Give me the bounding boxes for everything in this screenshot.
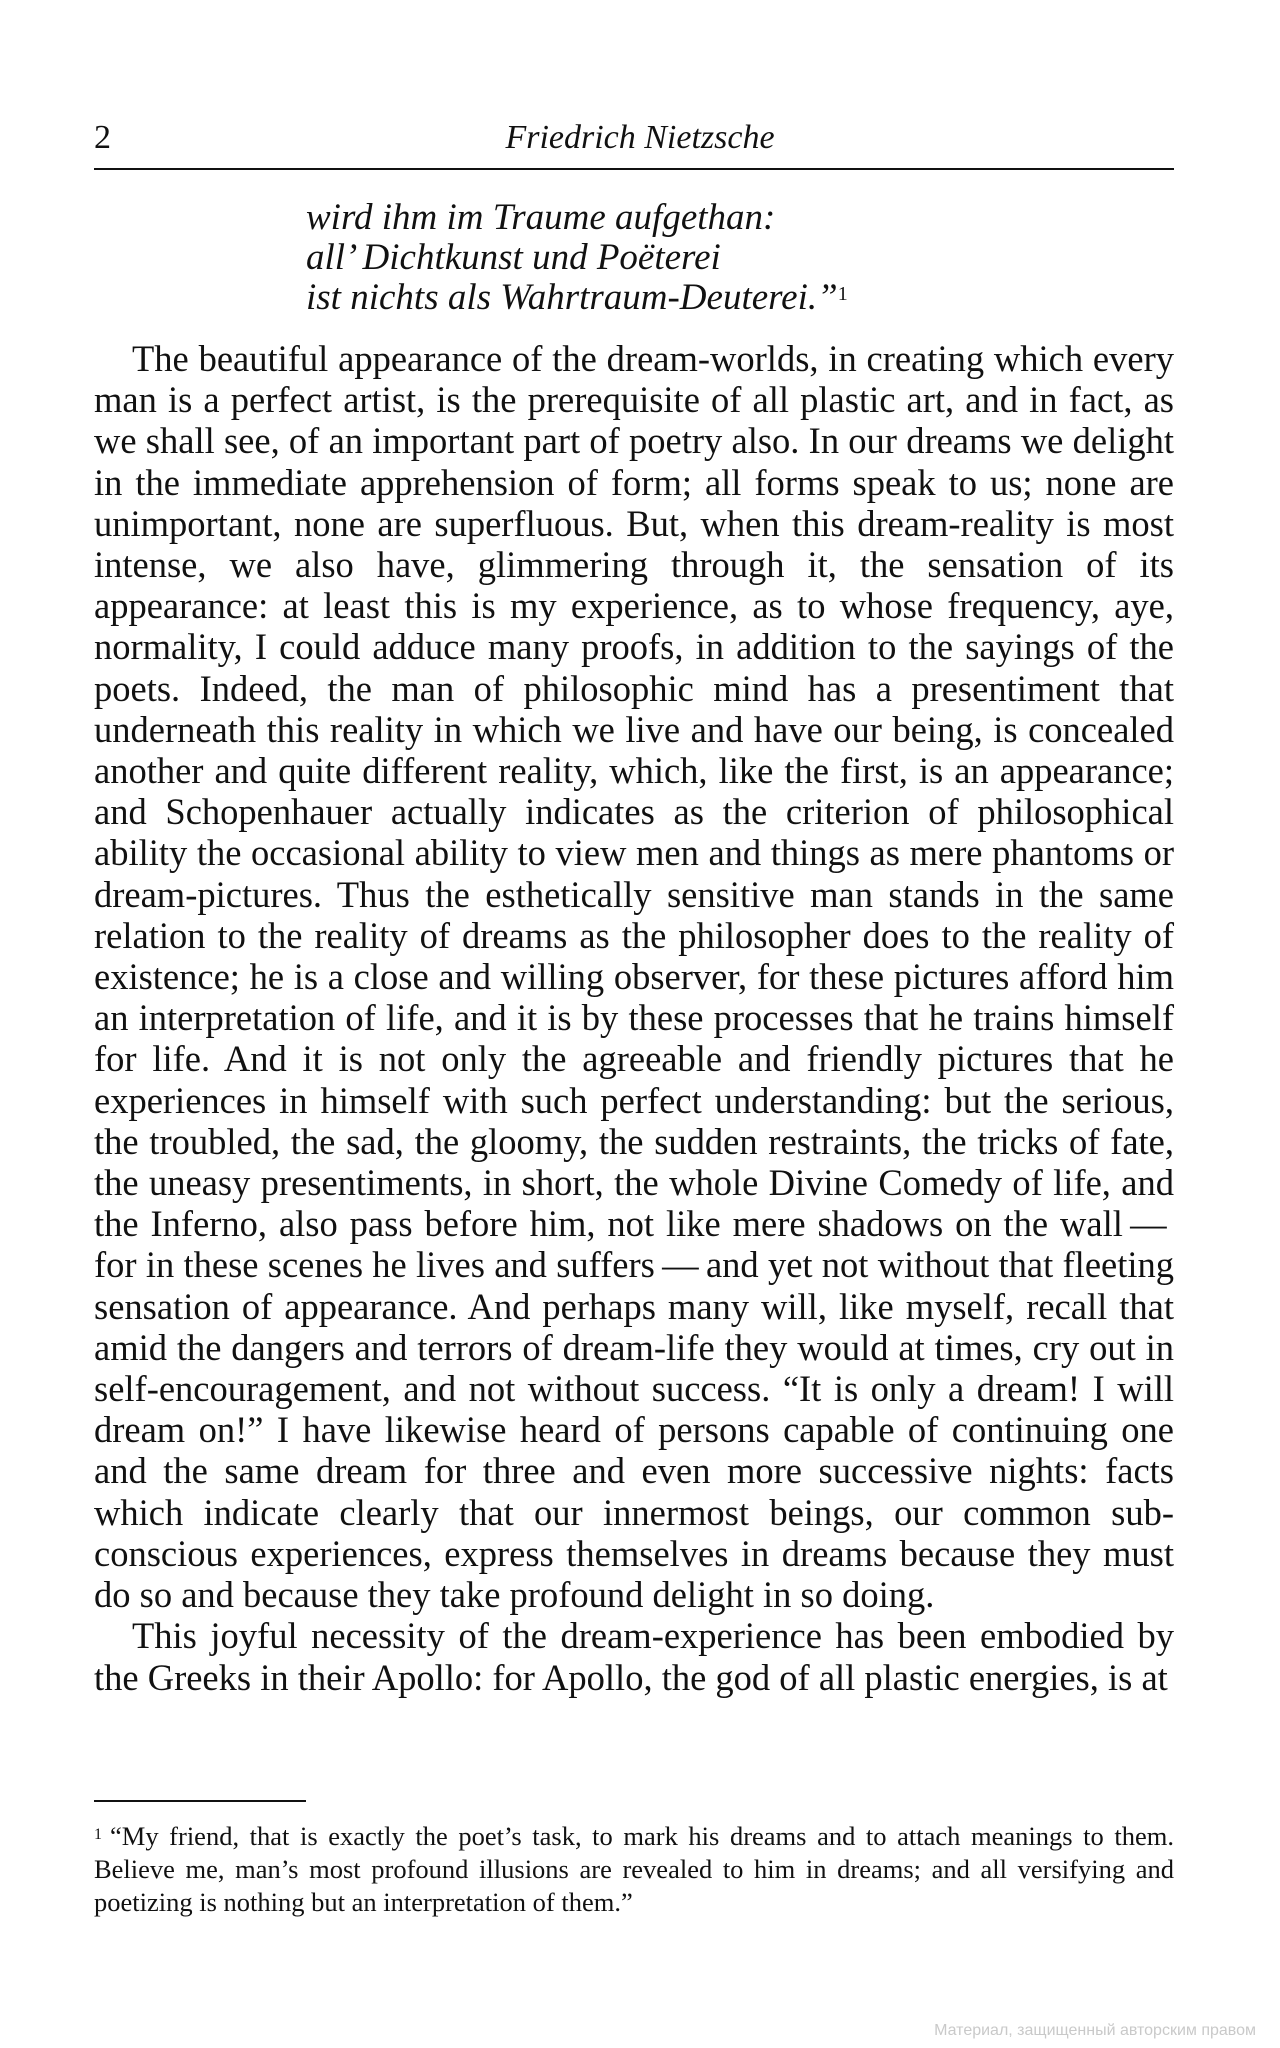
verse-line: all’ Dichtkunst und Poëterei (306, 237, 721, 278)
footnote-rule (94, 1800, 306, 1802)
copyright-watermark: Материал, защищенный авторским правом (934, 2022, 1256, 2039)
running-title: Friedrich Nietzsche (505, 119, 775, 156)
footnote-reference: 1 (837, 283, 848, 305)
body-text (94, 338, 1174, 1698)
verse-line-text: ist nichts als Wahrtraum-Deuterei.” (306, 277, 838, 318)
page-number: 2 (94, 119, 111, 156)
verse-line: wird ihm im Traume aufgethan: (306, 197, 776, 238)
verse-quotation (306, 198, 1166, 318)
verse-line (306, 278, 1166, 318)
paragraph: The beautiful appearance of the dream-worlds, in creating which every man is a perfect artist, is the prerequisite of all plastic art, and in fact, as we shall see, of an important part of poetry also. In our dreams we delight in the immediate apprehension of form; all forms speak to us; none are unimportant, none are superfluous. But, when this dream-reality is most intense, we also have, glimmering through it, the sensation of its appearance: at least this is my experience, as to whose frequency, aye, normality, I could adduce many proofs, in addition to the sayings of the poets. Indeed, the man of philosophic mind has a presentiment that underneath this reality in which we live and have our being, is concealed another and quite different reality, which, like the first, is an appearance; and Schopenhauer actually indicates as the criterion of philosophical ability the occasional ability to view men and things as mere phantoms or dream-pictures. Thus the esthetically sensitive man stands in the same relation to the reality of dreams as the philosopher does to the reality of existence; he is a close and willing observer, for these pictures afford him an interpretation of life, and it is by these processes that he trains himself for life. And it is not only the agreeable and friendly pictures that he experiences in himself with such perfect understanding: but the serious, the troubled, the sad, the gloomy, the sudden restraints, the tricks of fate, the uneasy presentiments, in short, the whole Divine Comedy of life, and the Inferno, also pass before him, not like mere shadows on the wall — for in these scenes he lives and suffers — and yet not without that fleeting sensation of appearance. And perhaps many will, like myself, recall that amid the dangers and terrors of dream-life they would at times, cry out in self-encouragement, and not without success. “It is only a dream! I will dream on!” I have likewise heard of persons capable of continuing one and the same dream for three and even more successive nights: facts which indicate clearly that our innermost beings, our common subconscious experiences, express themselves in dreams because they must do so and because they take profound delight in so doing. (94, 338, 1174, 1616)
paragraph: This joyful necessity of the dream-experience has been embodied by the Greeks in their Apollo: for Apollo, the god of all plastic energies, is at (94, 1615, 1174, 1698)
header-rule (94, 168, 1174, 170)
footnote (94, 1820, 1174, 1919)
footnote-marker: 1 (94, 1826, 102, 1843)
footnote-text: “My friend, that is exactly the poet’s task, to mark his dreams and to attach meanings to them. Believe me, man’s most profound illusions are revealed to him in dreams; and all versifying and poetizing is nothing but an interpretation of them.” (94, 1821, 1174, 1917)
